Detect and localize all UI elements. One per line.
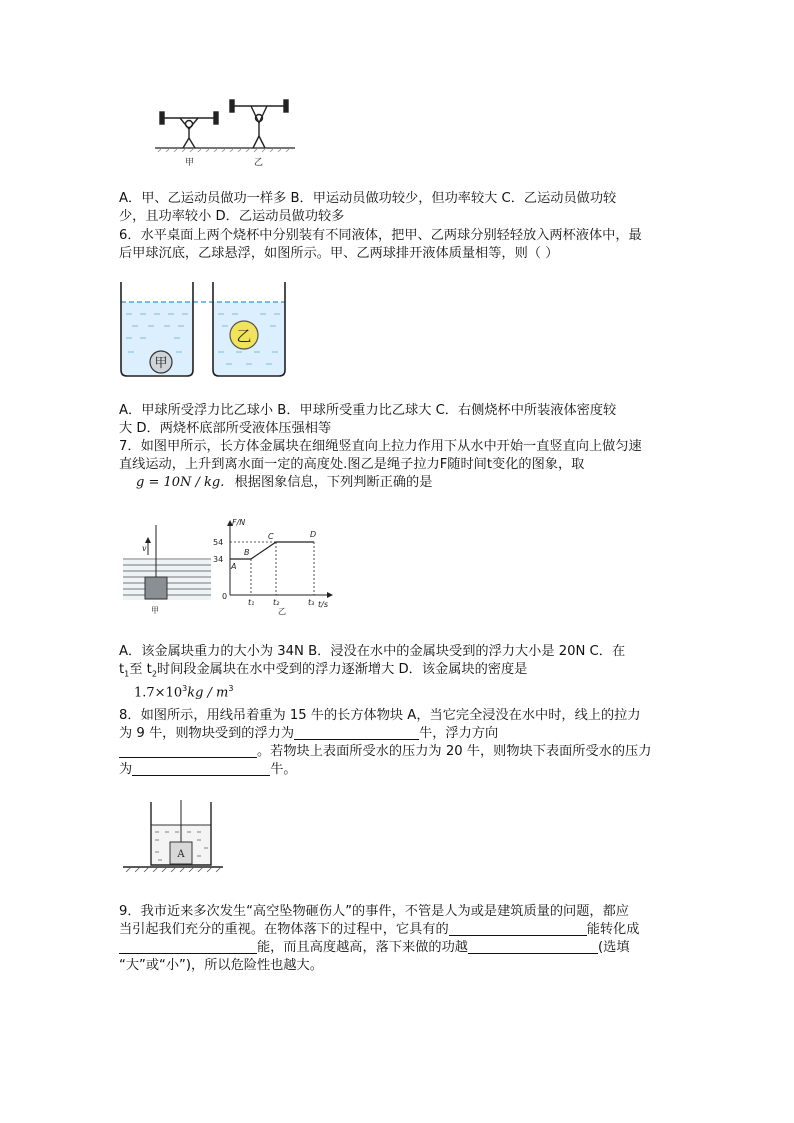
point-a: A — [231, 562, 237, 571]
svg-text:甲: 甲 — [154, 356, 168, 371]
q9-stem-line1: 9．我市近来多次发生“高空坠物砸伤人”的事件，不管是人为或是建筑质量的问题，都应 — [119, 904, 629, 919]
svg-text:A: A — [177, 849, 185, 860]
lifter-jia-icon — [160, 112, 218, 148]
y-tick-34: 34 — [213, 555, 224, 564]
q9-blank-3[interactable] — [468, 939, 598, 954]
q8-stem-line1: 8．如图所示，用线吊着重为 15 牛的长方体物块 A，当它完全浸没在水中时，线上的拉力 — [119, 708, 641, 723]
fig-jia-label: 甲 — [151, 606, 159, 615]
svg-text:乙: 乙 — [236, 327, 252, 345]
q9-blank-2[interactable] — [119, 939, 257, 954]
y-tick-54: 54 — [213, 538, 224, 547]
q9-stem-line3: 能，而且高度越高，落下来做的功越 (选填 — [119, 939, 630, 957]
q9-blank-1[interactable] — [449, 921, 587, 936]
q8-stem-line2: 为 9 牛，则物块受到的浮力为 牛，浮力方向 — [119, 726, 499, 741]
x-tick-t3: t₃ — [308, 598, 315, 607]
q7-stem-line3 — [136, 474, 432, 492]
q7-stem-line2: 直线运动，上升到离水面一定的高度处.图乙是绳子拉力F随时间t变化的图象，取 — [119, 457, 585, 472]
x-tick-t2: t₂ — [273, 598, 280, 607]
x-tick-t1: t₁ — [248, 598, 255, 607]
g-formula: g = 10N / kg. — [136, 475, 225, 490]
q7-figure — [118, 515, 348, 615]
lifter-yi-icon — [230, 100, 288, 148]
q7-stem-line3-text: 根据图象信息，下列判断正确的是 — [234, 475, 433, 490]
x-axis-label: t/s — [318, 600, 328, 609]
q8-blank-1[interactable] — [294, 725, 419, 740]
q7-options-line2: $t_1$至 $t_2$时间段金属块在水中受到的浮力逐渐增大 D．该金属块的密度是 — [119, 662, 528, 679]
q5-options-line1: A．甲、乙运动员做功一样多 B．甲运动员做功较少，但功率较大 C．乙运动员做功较 — [119, 191, 617, 206]
origin-label: 0 — [222, 592, 228, 601]
weightlifters-figure — [150, 98, 300, 173]
q6-options-line1: A．甲球所受浮力比乙球小 B．甲球所受重力比乙球大 C．右侧烧杯中所装液体密度较 — [119, 403, 617, 418]
label-jia: 甲 — [185, 158, 195, 168]
y-axis-label: F/N — [232, 518, 246, 527]
q6-options-line2: 大 D．两烧杯底部所受液体压强相等 — [119, 421, 332, 436]
point-c: C — [268, 532, 274, 541]
v-label: v — [142, 544, 147, 553]
q9-stem-line2: 当引起我们充分的重视。在物体落下的过程中，它具有的 能转化成 — [119, 922, 640, 937]
q8-stem-line4: 为 牛。 — [119, 762, 297, 777]
q7-density: $1.7\times 10^3kg / m^3$ — [134, 684, 234, 701]
q8-blank-3[interactable] — [132, 761, 270, 776]
point-d: D — [310, 530, 317, 539]
q6-stem-line2: 后甲球沉底，乙球悬浮，如图所示。甲、乙两球排开液体质量相等，则（ ） — [119, 246, 559, 261]
label-yi: 乙 — [254, 158, 264, 168]
fig-yi-label: 乙 — [278, 607, 286, 615]
q7-options-line1: A．该金属块重力的大小为 34N B．浸没在水中的金属块受到的浮力大小是 20N C．在 — [119, 644, 626, 659]
force-line — [230, 542, 314, 559]
beakers-figure — [118, 280, 288, 380]
q7-stem-line1: 7．如图甲所示，长方体金属块在细绳竖直向上拉力作用下从水中开始一直竖直向上做匀速 — [119, 439, 642, 454]
q5-options-line2: 少，且功率较小 D．乙运动员做功较多 — [119, 209, 345, 224]
q9-stem-line4: “大”或“小”)，所以危险性也越大。 — [119, 958, 323, 973]
q8-stem-line3: 。若物块上表面所受水的压力为 20 牛，则物块下表面所受水的压力 — [119, 743, 651, 761]
q8-blank-2[interactable] — [119, 743, 257, 758]
point-b: B — [244, 548, 250, 557]
q8-beaker-figure — [118, 800, 228, 875]
q6-stem-line1: 6．水平桌面上两个烧杯中分别装有不同液体，把甲、乙两球分别轻轻放入两杯液体中，最 — [119, 228, 642, 243]
